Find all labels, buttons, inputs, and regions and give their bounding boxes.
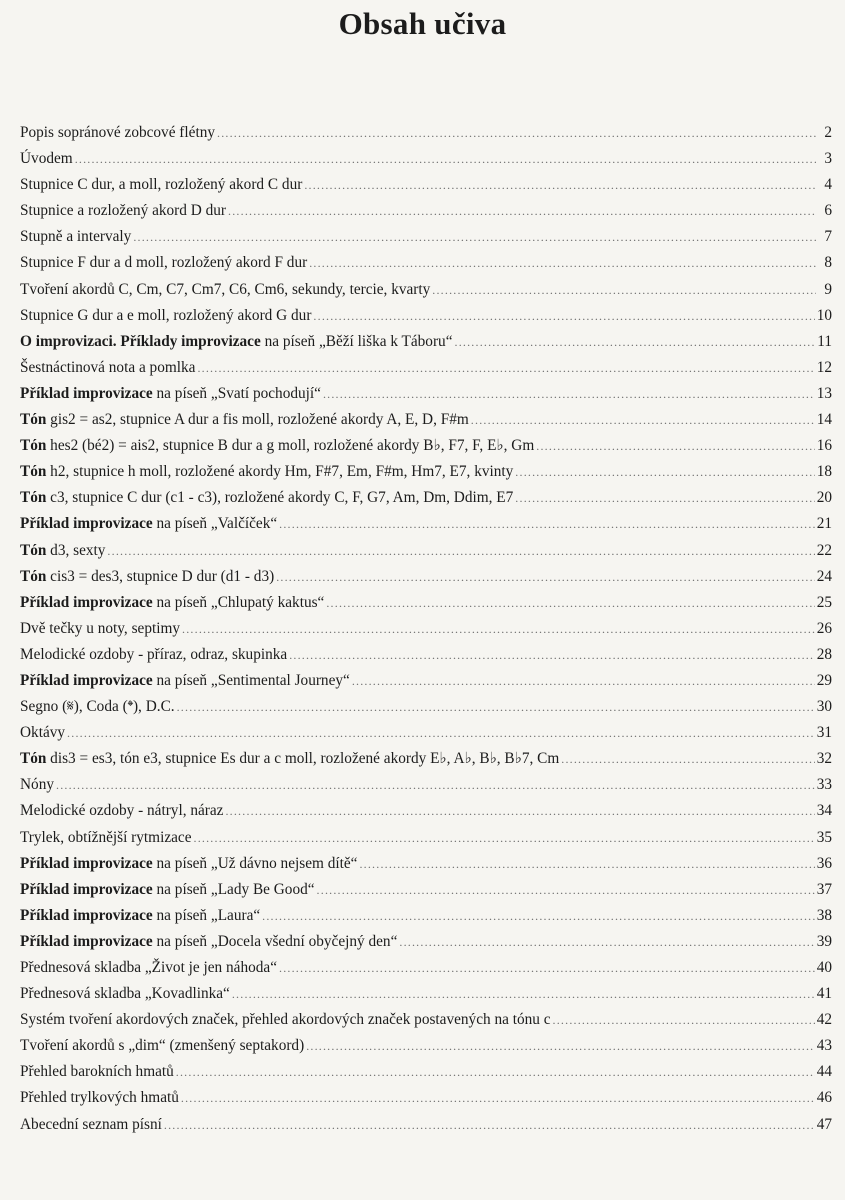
toc-entry-text: Příklad improvizace na píseň „Už dávno nejsem dítě“ xyxy=(20,854,358,872)
dot-leader xyxy=(194,825,815,851)
toc-entry-text: Trylek, obtížnější rytmizace xyxy=(20,828,192,846)
toc-entry-text: Tón dis3 = es3, tón e3, stupnice Es dur a c moll, rozložené akordy E♭, A♭, B♭, B♭7, Cm xyxy=(20,750,560,768)
toc-page-number: 24 xyxy=(816,567,832,585)
dot-leader xyxy=(313,303,814,329)
toc-page-number: 20 xyxy=(816,489,832,507)
toc-entry xyxy=(20,433,832,459)
dot-leader xyxy=(536,433,814,459)
dot-leader xyxy=(326,590,814,616)
toc-entry xyxy=(20,1033,832,1059)
toc-entry xyxy=(20,955,832,981)
toc-entry xyxy=(20,981,832,1007)
toc-entry-text: Tón gis2 = as2, stupnice A dur a fis moll, rozložené akordy A, E, D, F#m xyxy=(20,411,469,429)
dot-leader xyxy=(225,798,814,824)
toc-page-number: 32 xyxy=(816,750,832,768)
dot-leader xyxy=(176,1059,815,1085)
toc-entry-text: Tvoření akordů s „dim“ (zmenšený septakord) xyxy=(20,1037,305,1055)
toc-page-number: 36 xyxy=(816,854,832,872)
toc-page-number: 46 xyxy=(816,1089,832,1107)
toc-entry xyxy=(20,772,832,798)
toc-entry-text: Přednesová skladba „Život je jen náhoda“ xyxy=(20,959,277,976)
toc-entry xyxy=(20,277,832,303)
toc-entry xyxy=(20,172,832,198)
toc-entry-text: O improvizaci. Příklady improvizace na píseň „Běží liška k Táboru“ xyxy=(20,332,453,350)
toc-entry xyxy=(20,459,832,485)
toc-entry xyxy=(20,538,832,564)
toc-page-number: 30 xyxy=(816,698,832,716)
toc-entry xyxy=(20,1085,832,1111)
table-of-contents xyxy=(20,120,832,1138)
toc-entry xyxy=(20,720,832,746)
toc-page-number: 8 xyxy=(824,254,832,272)
toc-page-number: 2 xyxy=(824,124,832,141)
toc-page-number: 31 xyxy=(816,724,832,742)
toc-entry-text: Přehled barokních hmatů xyxy=(20,1063,174,1081)
toc-entry xyxy=(20,329,832,355)
dot-leader xyxy=(177,694,815,720)
page-title: Obsah učiva xyxy=(338,6,507,41)
toc-entry-text: Příklad improvizace na píseň „Svatí pochodují“ xyxy=(20,384,321,402)
toc-entry-text: Příklad improvizace na píseň „Valčíček“ xyxy=(20,515,278,533)
dot-leader xyxy=(561,746,814,772)
dot-leader xyxy=(309,250,816,276)
toc-entry-text: Příklad improvizace na píseň „Lady Be Good“ xyxy=(20,880,315,898)
toc-page-number: 9 xyxy=(824,280,832,298)
toc-page-number: 40 xyxy=(816,959,832,976)
toc-entry-text: Tón c3, stupnice C dur (c1 - c3), rozložené akordy C, F, G7, Am, Dm, Ddim, E7 xyxy=(20,489,514,507)
toc-page-number: 22 xyxy=(816,541,832,559)
toc-entry-text: Přehled trylkových hmatů xyxy=(20,1089,179,1107)
toc-entry xyxy=(20,668,832,694)
toc-page-number: 28 xyxy=(816,645,832,663)
dot-leader xyxy=(304,172,816,198)
dot-leader xyxy=(289,642,815,668)
dot-leader xyxy=(471,407,815,433)
toc-entry-text: Stupnice F dur a d moll, rozložený akord F dur xyxy=(20,254,308,272)
toc-entry xyxy=(20,224,832,250)
toc-entry xyxy=(20,1059,832,1085)
toc-entry xyxy=(20,303,832,329)
toc-entry-text: Segno (𝄋), Coda (𝄌), D.C. xyxy=(20,698,175,716)
toc-entry-text: Popis sopránové zobcové flétny xyxy=(20,124,215,141)
toc-entry-text: Příklad improvizace na píseň „Chlupatý kaktus“ xyxy=(20,593,325,611)
toc-entry-text: Stupnice C dur, a moll, rozložený akord C dur xyxy=(20,176,303,194)
dot-leader xyxy=(133,224,816,250)
toc-entry xyxy=(20,485,832,511)
toc-page-number: 33 xyxy=(816,776,832,794)
toc-entry-text: Oktávy xyxy=(20,724,66,742)
toc-entry-text: Abecední seznam písní xyxy=(20,1115,162,1133)
toc-entry xyxy=(20,877,832,903)
dot-leader xyxy=(323,381,815,407)
dot-leader xyxy=(181,1085,815,1111)
toc-entry xyxy=(20,616,832,642)
dot-leader xyxy=(515,459,814,485)
toc-page-number: 3 xyxy=(824,150,832,168)
toc-entry-text: Nóny xyxy=(20,776,54,794)
toc-entry xyxy=(20,250,832,276)
toc-entry xyxy=(20,642,832,668)
toc-entry-text: Stupnice G dur a e moll, rozložený akord G dur xyxy=(20,306,312,324)
toc-page-number: 10 xyxy=(816,306,832,324)
toc-page-number: 47 xyxy=(816,1115,832,1133)
toc-entry-text: Dvě tečky u noty, septimy xyxy=(20,619,181,637)
toc-page-number: 14 xyxy=(816,411,832,429)
toc-page-number: 11 xyxy=(817,332,832,350)
toc-entry-text: Tvoření akordů C, Cm, C7, Cm7, C6, Cm6, sekundy, tercie, kvarty xyxy=(20,280,431,298)
toc-entry xyxy=(20,355,832,381)
toc-entry-text: Úvodem xyxy=(20,150,73,168)
toc-entry xyxy=(20,590,832,616)
dot-leader xyxy=(352,668,815,694)
toc-entry-text: Systém tvoření akordových značek, přehled akordových značek postavených na tónu c xyxy=(20,1011,551,1029)
toc-entry xyxy=(20,564,832,590)
toc-entry-text: Tón cis3 = des3, stupnice D dur (d1 - d3) xyxy=(20,567,275,585)
dot-leader xyxy=(232,981,815,1007)
toc-entry-text: Tón h2, stupnice h moll, rozložené akordy Hm, F#7, Em, F#m, Hm7, E7, kvinty xyxy=(20,463,514,481)
dot-leader xyxy=(279,511,815,537)
toc-entry xyxy=(20,1112,832,1138)
toc-page-number: 34 xyxy=(816,802,832,820)
dot-leader xyxy=(107,538,814,564)
toc-page-number: 29 xyxy=(816,671,832,689)
toc-page-number: 4 xyxy=(824,176,832,194)
toc-entry xyxy=(20,694,832,720)
toc-page-number: 12 xyxy=(816,358,832,376)
toc-page-number: 26 xyxy=(816,619,832,637)
dot-leader xyxy=(164,1112,815,1138)
toc-page-number: 16 xyxy=(816,437,832,455)
toc-page-number: 42 xyxy=(816,1011,832,1029)
dot-leader xyxy=(67,720,815,746)
dot-leader xyxy=(228,198,816,224)
toc-entry-text: Stupně a intervaly xyxy=(20,228,132,246)
toc-page-number: 13 xyxy=(816,384,832,402)
dot-leader xyxy=(432,277,816,303)
dot-leader xyxy=(56,772,815,798)
toc-entry-text: Příklad improvizace na píseň „Docela všední obyčejný den“ xyxy=(20,932,398,950)
toc-entry xyxy=(20,825,832,851)
toc-entry-text: Přednesová skladba „Kovadlinka“ xyxy=(20,985,230,1003)
toc-page-number: 41 xyxy=(816,985,832,1003)
toc-entry xyxy=(20,851,832,877)
dot-leader xyxy=(262,903,815,929)
dot-leader xyxy=(182,616,815,642)
dot-leader xyxy=(399,929,814,955)
toc-entry xyxy=(20,798,832,824)
toc-page-number: 43 xyxy=(816,1037,832,1055)
dot-leader xyxy=(279,955,815,981)
toc-entry-text: Stupnice a rozložený akord D dur xyxy=(20,202,227,220)
toc-page-number: 44 xyxy=(816,1063,832,1081)
dot-leader xyxy=(276,564,815,590)
toc-entry xyxy=(20,407,832,433)
dot-leader xyxy=(553,1007,815,1033)
dot-leader xyxy=(515,485,814,511)
toc-page-number: 39 xyxy=(816,932,832,950)
dot-leader xyxy=(455,329,816,355)
toc-page-number: 35 xyxy=(816,828,832,846)
toc-page-number: 18 xyxy=(816,463,832,481)
toc-entry xyxy=(20,1007,832,1033)
toc-entry xyxy=(20,198,832,224)
toc-page-number: 38 xyxy=(816,906,832,924)
toc-entry-text: Tón hes2 (bé2) = ais2, stupnice B dur a g moll, rozložené akordy B♭, F7, F, E♭, Gm xyxy=(20,437,535,455)
toc-entry-text: Šestnáctinová nota a pomlka xyxy=(20,358,196,376)
dot-leader xyxy=(217,120,816,146)
toc-entry-text: Tón d3, sexty xyxy=(20,541,106,559)
toc-entry xyxy=(20,511,832,537)
toc-entry xyxy=(20,381,832,407)
toc-page-number: 37 xyxy=(816,880,832,898)
toc-entry-text: Melodické ozdoby - příraz, odraz, skupinka xyxy=(20,645,288,663)
toc-entry-text: Melodické ozdoby - nátryl, náraz xyxy=(20,802,224,820)
toc-page-number: 21 xyxy=(816,515,832,533)
dot-leader xyxy=(306,1033,815,1059)
toc-entry xyxy=(20,746,832,772)
toc-entry xyxy=(20,120,832,146)
dot-leader xyxy=(197,355,814,381)
toc-page-number: 25 xyxy=(816,593,832,611)
toc-entry xyxy=(20,903,832,929)
dot-leader xyxy=(75,146,816,172)
toc-page-number: 6 xyxy=(824,202,832,220)
toc-entry xyxy=(20,146,832,172)
toc-entry-text: Příklad improvizace na píseň „Sentimental Journey“ xyxy=(20,671,350,689)
toc-entry xyxy=(20,929,832,955)
toc-page-number: 7 xyxy=(824,228,832,246)
dot-leader xyxy=(359,851,814,877)
toc-entry-text: Příklad improvizace na píseň „Laura“ xyxy=(20,906,261,924)
dot-leader xyxy=(317,877,815,903)
